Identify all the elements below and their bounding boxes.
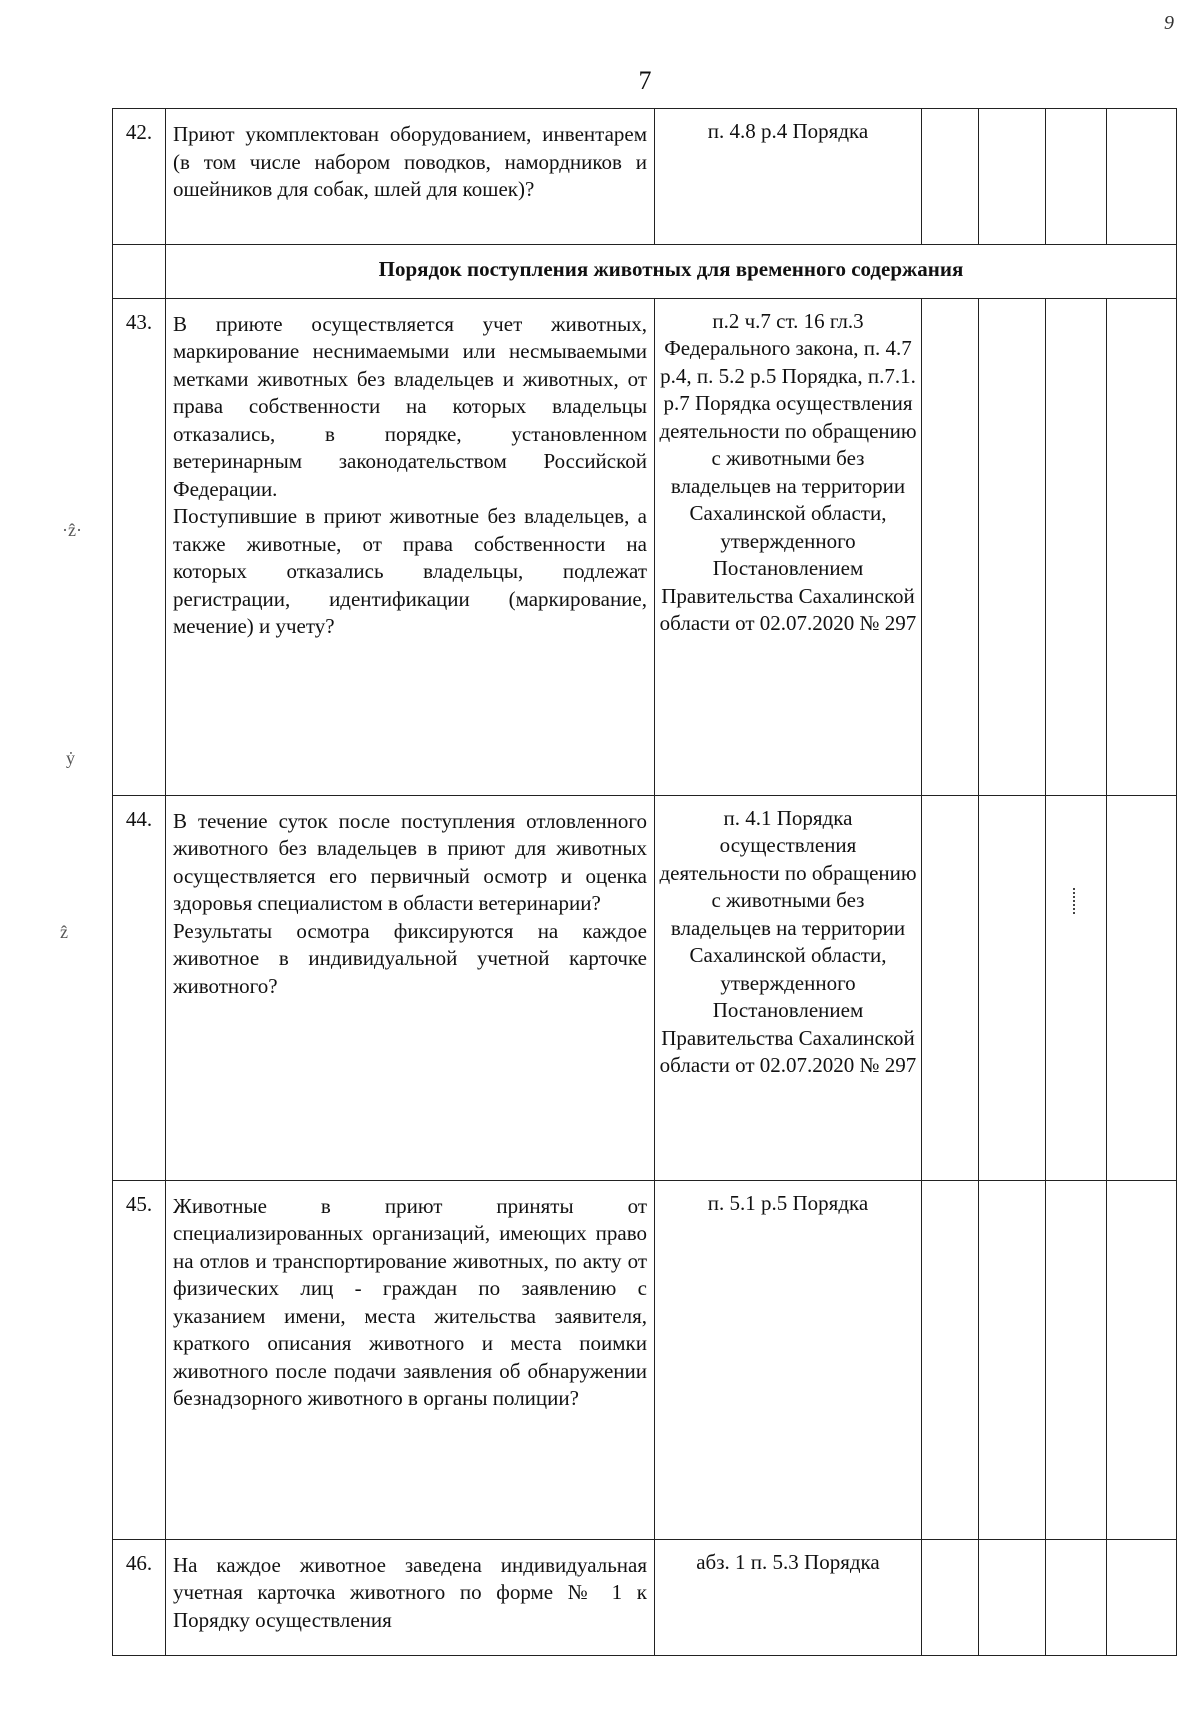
reference-cell: п. 5.1 р.5 Порядка bbox=[655, 1180, 922, 1539]
table-row bbox=[113, 298, 1177, 795]
answer-cell-na[interactable] bbox=[1046, 298, 1107, 795]
answer-cell-na[interactable] bbox=[1046, 795, 1107, 1180]
table-row bbox=[113, 795, 1177, 1180]
question-cell bbox=[166, 1180, 655, 1539]
answer-cell-no[interactable] bbox=[979, 795, 1046, 1180]
answer-cell-yes[interactable] bbox=[922, 1539, 979, 1655]
question-text: В приюте осуществляется учет животных, маркирование неснимаемыми или несмываемыми метками животных без владельцев и животных, от права собственности на которых владельцы отказались, в порядке, установленном ветеринарным законодательством Российской Федерации. bbox=[173, 311, 647, 501]
answer-cell-yes[interactable] bbox=[922, 298, 979, 795]
answer-cell-yes[interactable] bbox=[922, 1180, 979, 1539]
question-text: Приют укомплектован оборудованием, инвентарем (в том числе набором поводков, намордников и ошейников для собак, шлей для кошек)? bbox=[173, 122, 647, 201]
answer-cell-no[interactable] bbox=[979, 109, 1046, 245]
row-number: 46. bbox=[113, 1539, 166, 1655]
reference-cell: абз. 1 п. 5.3 Порядка bbox=[655, 1539, 922, 1655]
answer-cell-note[interactable] bbox=[1107, 1180, 1177, 1539]
answer-cell-no[interactable] bbox=[979, 1539, 1046, 1655]
checklist-table bbox=[112, 108, 1177, 1656]
answer-cell-na[interactable] bbox=[1046, 1539, 1107, 1655]
answer-cell-no[interactable] bbox=[979, 1180, 1046, 1539]
answer-cell-note[interactable] bbox=[1107, 109, 1177, 245]
table-row bbox=[113, 1539, 1177, 1655]
reference-cell: п. 4.1 Порядка осуществления деятельности по обращению с животными без владельцев на территории Сахалинской области, утвержденного Постановлением Правительства Сахалинской области от 02.07.2020 № 297 bbox=[655, 795, 922, 1180]
question-text: На каждое животное заведена индивидуальная учетная карточка животного по форме № 1 к Порядку осуществления bbox=[173, 1552, 647, 1632]
answer-cell-na[interactable] bbox=[1046, 109, 1107, 245]
answer-cell-note[interactable] bbox=[1107, 298, 1177, 795]
row-number: 42. bbox=[113, 109, 166, 245]
answer-cell-na[interactable] bbox=[1046, 1180, 1107, 1539]
answer-cell-yes[interactable] bbox=[922, 795, 979, 1180]
question-cell bbox=[166, 795, 655, 1180]
question-text: Поступившие в приют животные без владельцев, а также животные, от права собственности на которых отказались владельцы, подлежат регистрации, идентификации (маркирование, мечение) и учету? bbox=[173, 504, 647, 638]
section-title: Порядок поступления животных для временного содержания bbox=[166, 245, 1177, 299]
question-text: Животные в приют приняты от специализированных организаций, имеющих право на отлов и транспортирование животных, по акту от физических лиц - граждан по заявлению с указанием имени, места жительства заявителя, краткого описания животного и места поимки животного после подачи заявления об обнаружении безнадзорного животного в органы полиции? bbox=[173, 1193, 647, 1410]
margin-scribble: ẏ bbox=[66, 748, 75, 768]
stray-pen-mark bbox=[1073, 888, 1077, 914]
question-text: Результаты осмотра фиксируются на каждое животное в индивидуальной учетной карточке животного? bbox=[173, 918, 647, 998]
reference-cell: п.2 ч.7 ст. 16 гл.3 Федерального закона, п. 4.7 р.4, п. 5.2 р.5 Порядка, п.7.1. р.7 Порядка осуществления деятельности по обращению с животными без владельцев на территории Сахалинской области, утвержденного Постановлением Правительства Сахалинской области от 02.07.2020 № 297 bbox=[655, 298, 922, 795]
answer-cell-note[interactable] bbox=[1107, 795, 1177, 1180]
page-number: 7 bbox=[638, 66, 652, 95]
question-cell bbox=[166, 298, 655, 795]
handwritten-page-mark: 9 bbox=[1164, 12, 1174, 34]
question-cell bbox=[166, 109, 655, 245]
margin-scribble: ·ẑ· bbox=[62, 520, 82, 540]
answer-cell-no[interactable] bbox=[979, 298, 1046, 795]
question-text: В течение суток после поступления отловленного животного без владельцев в приют для животных осуществляется его первичный осмотр и оценка здоровья специалистом в области ветеринарии? bbox=[173, 808, 647, 915]
table-row bbox=[113, 1180, 1177, 1539]
margin-scribble: ẑ bbox=[60, 922, 68, 942]
reference-cell: п. 4.8 р.4 Порядка bbox=[655, 109, 922, 245]
row-number: 45. bbox=[113, 1180, 166, 1539]
table-row bbox=[113, 109, 1177, 245]
answer-cell-yes[interactable] bbox=[922, 109, 979, 245]
row-number: 43. bbox=[113, 298, 166, 795]
answer-cell-note[interactable] bbox=[1107, 1539, 1177, 1655]
section-number-cell bbox=[113, 245, 166, 299]
section-header-row bbox=[113, 245, 1177, 299]
row-number: 44. bbox=[113, 795, 166, 1180]
question-cell bbox=[166, 1539, 655, 1655]
